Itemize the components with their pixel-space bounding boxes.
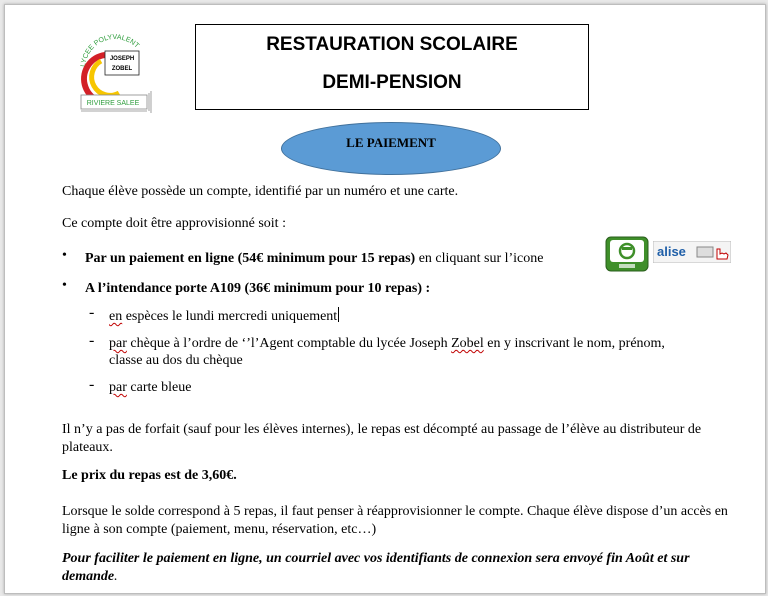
paragraph-solde: Lorsque le solde correspond à 5 repas, il faut penser à réapprovisionner le compte. Chaque élève dispose d’un accès en ligne à son compte (paiement, menu, réservation, etc…) — [62, 504, 728, 537]
dash-cheque-line2: classe au dos du chèque — [109, 353, 243, 368]
header-subtitle: DEMI-PENSION — [322, 72, 462, 93]
spell-check-word: en — [109, 309, 123, 324]
bullet-online-rest: en cliquant sur l’icone — [415, 251, 544, 266]
text-cursor — [338, 307, 339, 322]
dash-carte — [109, 379, 191, 397]
alise-app-icon[interactable] — [605, 236, 649, 272]
paragraph-price: Le prix du repas est de 3,60€. — [62, 468, 237, 483]
section-title: LE PAIEMENT — [281, 122, 501, 175]
dash-marker: - — [89, 304, 95, 321]
paragraph-final-end: . — [114, 569, 118, 584]
bullet-online — [85, 250, 543, 268]
logo-name2: ZOBEL — [111, 66, 133, 72]
dash-carte-rest: carte bleue — [126, 380, 192, 395]
alise-logo[interactable] — [653, 241, 731, 263]
logo-arc-text: LYCEE POLYVALENT — [80, 33, 141, 68]
bullet-marker: • — [62, 248, 67, 263]
intro-paragraph-2: Ce compte doit être approvisionné soit : — [62, 216, 286, 231]
dash-especes — [109, 307, 339, 326]
spell-check-word: Zobel — [451, 336, 484, 351]
spell-check-word: par — [109, 336, 127, 351]
dash-especes-rest: espèces le lundi mercredi uniquement — [122, 309, 338, 324]
dash-cheque-text-end: en y inscrivant le nom, prénom, — [483, 336, 665, 351]
logo-bottom-text: RIVIERE SALEE — [86, 100, 140, 107]
bullet-online-bold: Par un paiement en ligne (54€ minimum pour 15 repas) — [85, 251, 416, 266]
header-title: RESTAURATION SCOLAIRE — [266, 34, 518, 55]
paragraph-final-text: Pour faciliter le paiement en ligne, un courriel avec vos identifiants de connexion sera envoyé fin Août et sur demande — [62, 551, 690, 584]
paragraph-final — [62, 550, 742, 586]
dash-cheque — [109, 335, 665, 353]
dash-marker: - — [89, 332, 95, 349]
alise-logo-text: alise — [657, 244, 686, 259]
document-page — [4, 4, 766, 594]
school-logo — [75, 29, 155, 117]
logo-name1: JOSEPH — [109, 56, 135, 62]
paragraph-forfait: Il n’y a pas de forfait (sauf pour les élèves internes), le repas est décompté au passage de l’élève au distributeur de plateaux. — [62, 422, 702, 455]
header-box — [195, 24, 589, 110]
intro-paragraph-1: Chaque élève possède un compte, identifié par un numéro et une carte. — [62, 184, 459, 199]
dash-marker: - — [89, 376, 95, 393]
spell-check-word: par — [109, 380, 127, 395]
bullet-intendance-bold: A l’intendance porte A109 (36€ minimum pour 10 repas) : — [85, 281, 431, 296]
bullet-marker: • — [62, 278, 67, 293]
bullet-intendance — [85, 280, 430, 298]
dash-cheque-text: chèque à l’ordre de ‘’l’Agent comptable du lycée Joseph — [126, 336, 452, 351]
